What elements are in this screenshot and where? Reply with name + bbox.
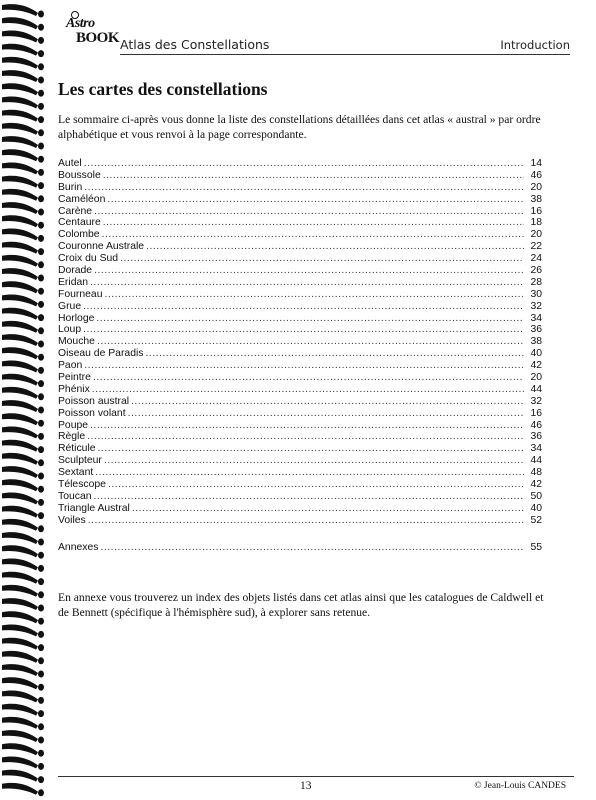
toc-row (58, 229, 542, 241)
toc-row (58, 431, 542, 443)
toc-entry-name: Boussole (58, 169, 101, 181)
toc-entry-page: 42 (530, 360, 542, 372)
toc-leader-dots (87, 431, 524, 443)
binding-hole (38, 116, 44, 123)
toc-leader-dots (103, 170, 524, 182)
toc-entry-page: 26 (530, 265, 542, 277)
toc-leader-dots (95, 467, 524, 479)
spiral-ring (2, 783, 38, 795)
spiral-rings-svg (0, 0, 48, 800)
toc-leader-dots (83, 324, 524, 336)
toc-entry-name: Centaure (58, 217, 101, 229)
binding-hole (38, 77, 44, 84)
spiral-ring (2, 572, 38, 584)
toc-row (58, 253, 542, 265)
closing-paragraph: En annexe vous trouverez un index des objets listés dans cet atlas ainsi que les catalogues de Caldwell et de Bennett (spécifique à l'hémisphère sud), à explorer sans retenue. (58, 591, 544, 619)
toc-leader-dots (128, 408, 524, 420)
toc-leader-dots (145, 348, 524, 360)
toc-row (58, 443, 542, 455)
binding-hole (38, 776, 44, 783)
page-header (58, 10, 570, 52)
binding-hole (38, 327, 44, 334)
toc-entry-name: Annexes (58, 542, 99, 553)
toc-entry-name: Sculpteur (58, 455, 102, 467)
toc-entry-name: Sextant (58, 467, 94, 479)
toc-entry-page: 20 (530, 229, 542, 241)
toc-entry-page: 40 (530, 348, 542, 360)
toc-leader-dots (92, 384, 524, 396)
spiral-ring (2, 57, 38, 69)
binding-hole (38, 275, 44, 282)
binding-hole (38, 684, 44, 691)
table-of-contents (58, 158, 542, 527)
toc-entry-page: 36 (530, 431, 542, 443)
toc-entry-name: Carène (58, 205, 93, 217)
toc-entry-name: Paon (58, 360, 83, 372)
binding-hole (38, 90, 44, 97)
toc-entry-name: Peintre (58, 372, 91, 384)
binding-hole (38, 473, 44, 480)
page-number: 13 (300, 780, 312, 792)
binding-hole (38, 222, 44, 229)
spiral-ring (2, 229, 38, 241)
toc-row (58, 336, 542, 348)
spiral-ring (2, 743, 38, 755)
binding-hole (38, 644, 44, 651)
spiral-ring (2, 770, 38, 782)
binding-hole (38, 618, 44, 625)
toc-entry-page: 16 (530, 407, 542, 419)
binding-hole (38, 341, 44, 348)
toc-annexes-row (58, 542, 542, 554)
spiral-ring (2, 559, 38, 571)
toc-entry-page: 34 (530, 312, 542, 324)
toc-leader-dots (107, 194, 524, 206)
toc-entry-page: 18 (530, 217, 542, 229)
spiral-ring (2, 440, 38, 452)
toc-leader-dots (146, 241, 524, 253)
binding-hole (38, 156, 44, 163)
toc-leader-dots (84, 158, 524, 170)
toc-entry-page: 36 (530, 324, 542, 336)
spiral-ring (2, 506, 38, 518)
toc-leader-dots (93, 372, 524, 384)
toc-entry-page: 32 (530, 300, 542, 312)
spiral-ring (2, 163, 38, 175)
toc-row (58, 313, 542, 325)
toc-entry-name: Burin (58, 181, 83, 193)
binding-hole (38, 539, 44, 546)
spiral-ring (2, 638, 38, 650)
spiral-ring (2, 730, 38, 742)
binding-hole (38, 314, 44, 321)
binding-hole (38, 420, 44, 427)
spiral-ring (2, 97, 38, 109)
binding-hole (38, 591, 44, 598)
spiral-ring (2, 176, 38, 188)
toc-leader-dots (104, 289, 524, 301)
spiral-ring (2, 44, 38, 56)
toc-row (58, 301, 542, 313)
toc-row (58, 324, 542, 336)
header-divider (120, 54, 570, 55)
binding-hole (38, 248, 44, 255)
toc-row (58, 372, 542, 384)
binding-hole (38, 605, 44, 612)
spiral-ring (2, 255, 38, 267)
toc-row (58, 194, 542, 206)
binding-hole (38, 723, 44, 730)
toc-row (58, 515, 542, 527)
binding-hole (38, 578, 44, 585)
binding-hole (38, 763, 44, 770)
toc-row (58, 420, 542, 432)
footer-divider (58, 776, 574, 777)
spiral-ring (2, 493, 38, 505)
toc-leader-dots (94, 206, 524, 218)
binding-hole (38, 354, 44, 361)
spiral-ring (2, 361, 38, 373)
spiral-ring (2, 83, 38, 95)
toc-row (58, 360, 542, 372)
toc-entry-page: 32 (530, 395, 542, 407)
spiral-ring (2, 110, 38, 122)
toc-entry-name: Caméléon (58, 193, 106, 205)
toc-entry-name: Poisson volant (58, 407, 126, 419)
binding-hole (38, 512, 44, 519)
spiral-ring (2, 611, 38, 623)
toc-entry-page: 46 (530, 169, 542, 181)
toc-entry-name: Réticule (58, 443, 96, 455)
spiral-ring (2, 136, 38, 148)
binding-hole (38, 261, 44, 268)
binding-hole (38, 499, 44, 506)
toc-row (58, 348, 542, 360)
toc-entry-name: Fourneau (58, 288, 103, 300)
spiral-ring (2, 4, 38, 16)
spiral-ring (2, 453, 38, 465)
toc-row (58, 182, 542, 194)
binding-hole (38, 697, 44, 704)
toc-entry-page: 46 (530, 419, 542, 431)
spiral-ring (2, 413, 38, 425)
toc-entry-page: 20 (530, 181, 542, 193)
header-title: Atlas des Constellations (120, 37, 270, 52)
toc-entry-name: Couronne Australe (58, 241, 145, 253)
toc-entry-page: 38 (530, 336, 542, 348)
spiral-ring (2, 149, 38, 161)
toc-entry-name: Grue (58, 300, 82, 312)
toc-entry-page: 22 (530, 241, 542, 253)
binding-hole (38, 407, 44, 414)
binding-hole (38, 182, 44, 189)
binding-hole (38, 235, 44, 242)
binding-hole (38, 37, 44, 44)
binding-hole (38, 446, 44, 453)
binding-hole (38, 301, 44, 308)
toc-row (58, 158, 542, 170)
spiral-ring (2, 585, 38, 597)
toc-leader-dots (100, 542, 524, 554)
binding-hole (38, 11, 44, 18)
spiral-ring (2, 400, 38, 412)
spiral-ring (2, 215, 38, 227)
toc-entry-name: Télescope (58, 479, 106, 491)
intro-paragraph: Le sommaire ci-après vous donne la liste des constellations détaillées dans cet atlas « austral » par ordre alphabétique et vous renvoi à la page correspondante. (58, 113, 541, 141)
toc-leader-dots (84, 182, 524, 194)
toc-leader-dots (97, 336, 524, 348)
toc-entry-name: Colombe (58, 229, 100, 241)
spiral-ring (2, 374, 38, 386)
toc-leader-dots (103, 217, 524, 229)
toc-leader-dots (90, 277, 524, 289)
binding-hole (38, 459, 44, 466)
toc-entry-page: 55 (530, 542, 542, 553)
toc-leader-dots (94, 265, 524, 277)
toc-row (58, 265, 542, 277)
toc-leader-dots (96, 313, 524, 325)
spiral-ring (2, 281, 38, 293)
spiral-ring (2, 202, 38, 214)
binding-hole (38, 393, 44, 400)
toc-leader-dots (108, 479, 524, 491)
toc-entry-name: Autel (58, 158, 82, 169)
toc-row (58, 503, 542, 515)
toc-entry-page: 44 (530, 455, 542, 467)
spiral-ring (2, 427, 38, 439)
header-section: Introduction (500, 38, 570, 52)
binding-hole (38, 209, 44, 216)
spiral-ring (2, 31, 38, 43)
spiral-ring (2, 295, 38, 307)
spiral-ring (2, 717, 38, 729)
binding-hole (38, 433, 44, 440)
toc-entry-name: Eridan (58, 276, 89, 288)
toc-entry-name: Règle (58, 431, 86, 443)
spiral-ring (2, 347, 38, 359)
binding-hole (38, 129, 44, 136)
toc-entry-page: 40 (530, 502, 542, 514)
spiral-ring (2, 757, 38, 769)
toc-entry-name: Phénix (58, 383, 90, 395)
toc-entry-name: Oiseau de Paradis (58, 348, 144, 360)
spiral-ring (2, 321, 38, 333)
binding-hole (38, 710, 44, 717)
logo-text-bottom: BOOK (76, 30, 120, 46)
spiral-ring (2, 677, 38, 689)
toc-leader-dots (102, 229, 524, 241)
toc-entry-page: 48 (530, 467, 542, 479)
toc-entry-page: 20 (530, 372, 542, 384)
binding-hole (38, 631, 44, 638)
toc-entry-page: 14 (530, 158, 542, 169)
spiral-ring (2, 691, 38, 703)
spiral-ring (2, 466, 38, 478)
binding-hole (38, 737, 44, 744)
spiral-ring (2, 532, 38, 544)
toc-entry-name: Poupe (58, 419, 89, 431)
toc-entry-page: 16 (530, 205, 542, 217)
spiral-ring (2, 519, 38, 531)
toc-row (58, 396, 542, 408)
spiral-ring (2, 70, 38, 82)
copyright-notice: © Jean-Louis CANDES (474, 781, 566, 791)
binding-hole (38, 63, 44, 70)
toc-entry-page: 44 (530, 383, 542, 395)
page-title: Les cartes des constellations (58, 79, 268, 99)
toc-row (58, 170, 542, 182)
spiral-binding (0, 0, 48, 800)
binding-hole (38, 486, 44, 493)
astrobook-logo (58, 10, 120, 50)
toc-row (58, 455, 542, 467)
toc-row (58, 241, 542, 253)
binding-hole (38, 143, 44, 150)
toc-leader-dots (131, 396, 524, 408)
toc-entry-name: Voiles (58, 514, 86, 526)
spiral-ring (2, 387, 38, 399)
binding-hole (38, 671, 44, 678)
spiral-ring (2, 651, 38, 663)
toc-entry-page: 38 (530, 193, 542, 205)
toc-row (58, 206, 542, 218)
binding-hole (38, 169, 44, 176)
spiral-ring (2, 308, 38, 320)
toc-entry-name: Croix du Sud (58, 253, 119, 265)
spiral-ring (2, 545, 38, 557)
binding-hole (38, 750, 44, 757)
toc-entry-name: Triangle Austral (58, 502, 130, 514)
binding-hole (38, 525, 44, 532)
toc-entry-name: Mouche (58, 336, 95, 348)
logo-text-top: Astro (66, 16, 95, 31)
toc-row (58, 479, 542, 491)
toc-entry-page: 28 (530, 276, 542, 288)
spiral-ring (2, 598, 38, 610)
toc-leader-dots (90, 420, 524, 432)
spiral-ring (2, 625, 38, 637)
toc-entry-name: Dorade (58, 265, 93, 277)
spiral-ring (2, 123, 38, 135)
toc-entry-name: Toucan (58, 490, 92, 502)
binding-hole (38, 50, 44, 57)
toc-leader-dots (132, 503, 524, 515)
spiral-ring (2, 242, 38, 254)
toc-entry-page: 30 (530, 288, 542, 300)
toc-row (58, 491, 542, 503)
binding-hole (38, 288, 44, 295)
toc-entry-name: Loup (58, 324, 82, 336)
toc-row (58, 277, 542, 289)
toc-entry-page: 52 (530, 514, 542, 526)
toc-leader-dots (104, 455, 524, 467)
spiral-ring (2, 664, 38, 676)
toc-row (58, 289, 542, 301)
toc-entry-page: 42 (530, 479, 542, 491)
binding-hole (38, 552, 44, 559)
spiral-ring (2, 268, 38, 280)
spiral-ring (2, 334, 38, 346)
binding-hole (38, 789, 44, 796)
toc-row (58, 217, 542, 229)
toc-entry-name: Poisson austral (58, 395, 130, 407)
binding-hole (38, 103, 44, 110)
binding-hole (38, 657, 44, 664)
toc-leader-dots (120, 253, 524, 265)
toc-row (58, 384, 542, 396)
spiral-ring (2, 704, 38, 716)
toc-row (58, 408, 542, 420)
spiral-ring (2, 189, 38, 201)
toc-row (58, 467, 542, 479)
binding-hole (38, 380, 44, 387)
binding-hole (38, 24, 44, 31)
binding-hole (38, 195, 44, 202)
toc-leader-dots (83, 301, 524, 313)
binding-hole (38, 367, 44, 374)
binding-hole (38, 565, 44, 572)
toc-leader-dots (94, 491, 524, 503)
toc-leader-dots (98, 443, 524, 455)
toc-entry-page: 50 (530, 490, 542, 502)
toc-leader-dots (84, 360, 524, 372)
toc-leader-dots (88, 515, 524, 527)
toc-entry-name: Horloge (58, 312, 95, 324)
spiral-ring (2, 479, 38, 491)
spiral-ring (2, 17, 38, 29)
toc-entry-page: 24 (530, 253, 542, 265)
toc-entry-page: 34 (530, 443, 542, 455)
